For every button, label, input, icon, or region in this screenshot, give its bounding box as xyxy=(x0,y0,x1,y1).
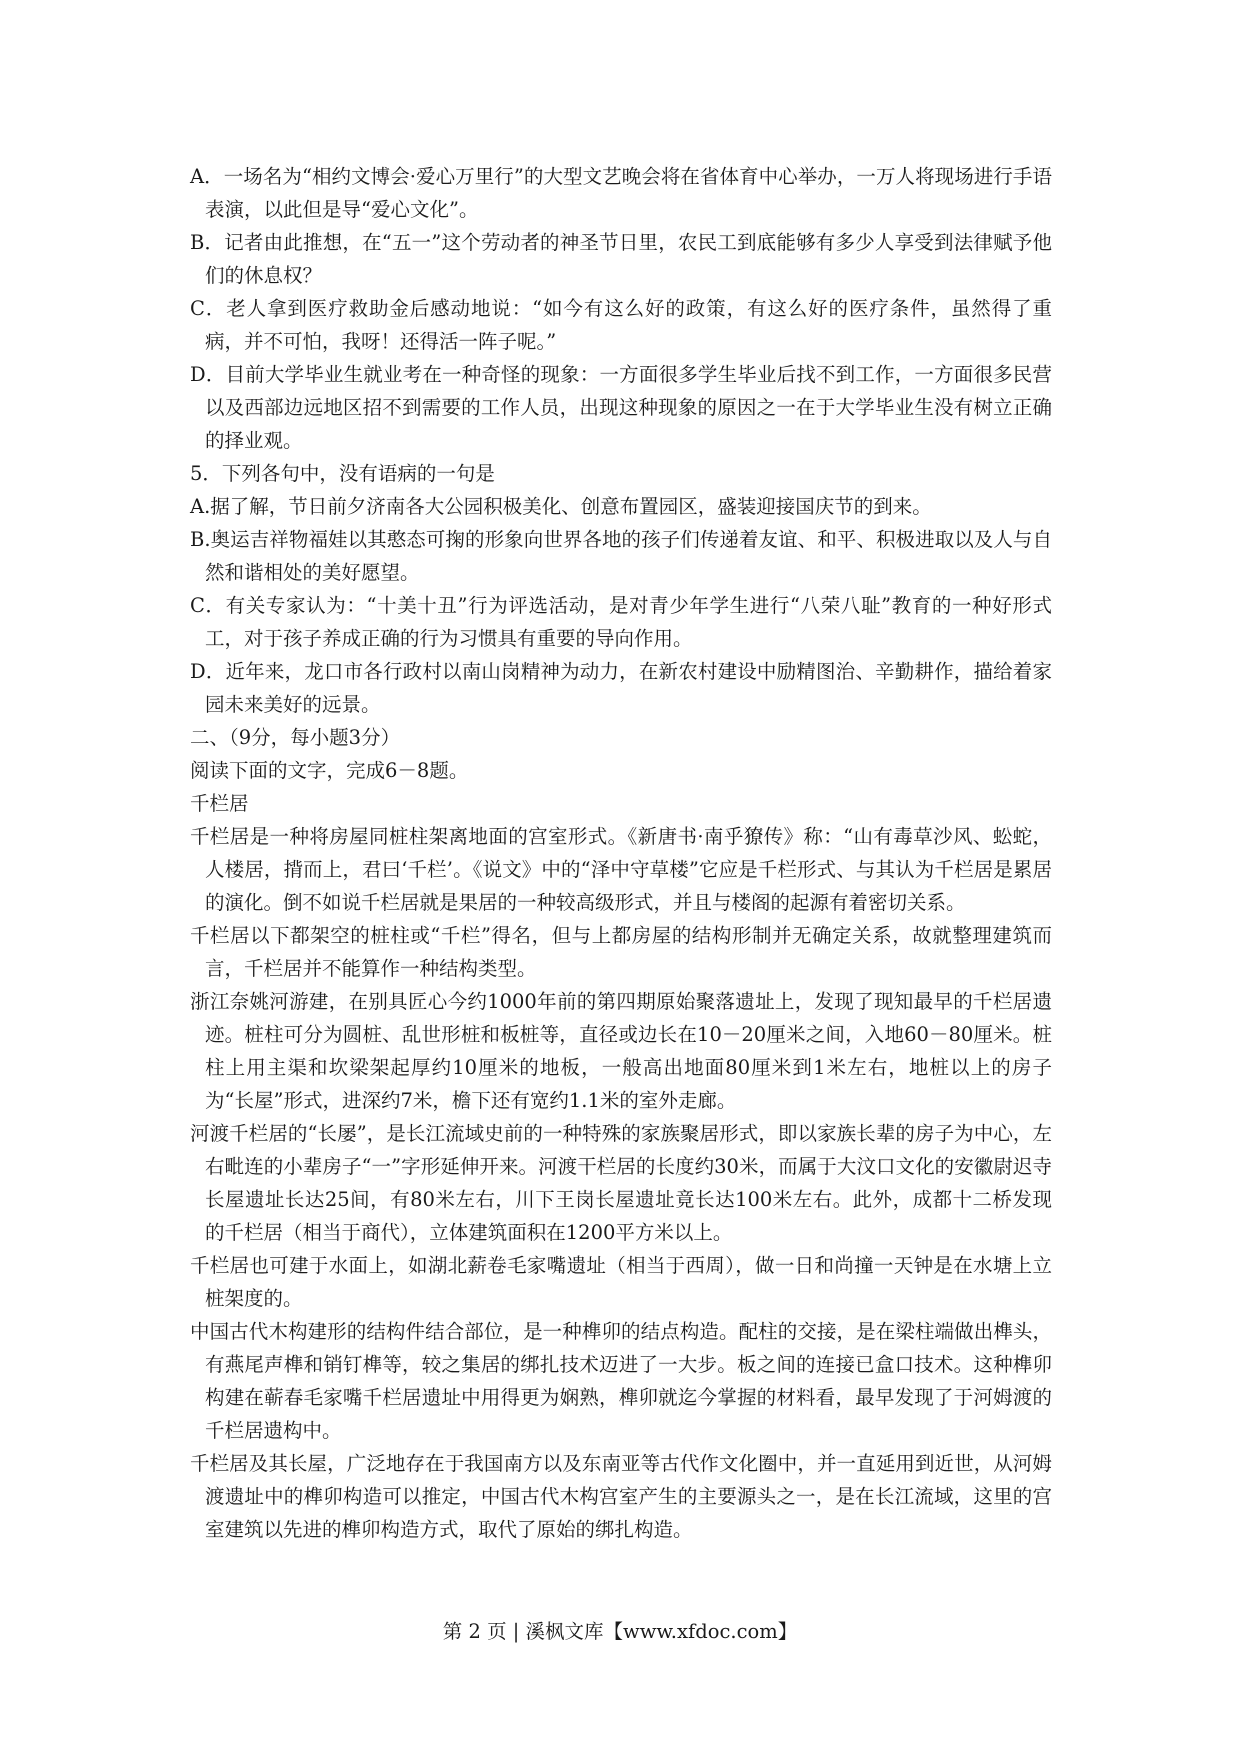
q4-option-b: B．记者由此推想，在“五一”这个劳动者的神圣节日里，农民工到底能够有多少人享受到法律赋予他们的休息权？ xyxy=(190,231,1052,287)
q5-option-a: A.据了解，节日前夕济南各大公园积极美化、创意布置园区，盛装迎接国庆节的到来。 xyxy=(190,495,932,518)
q4-option-c: C．老人拿到医疗救助金后感动地说：“如今有这么好的政策，有这么好的医疗条件，虽然得了重病，并不可怕，我呀！还得活一阵子呢。” xyxy=(190,297,1052,353)
article-paragraph: 千栏居也可建于水面上，如湖北薪卷毛家嘴遗址（相当于西周），做一日和尚撞一天钟是在水塘上立桩架度的。 xyxy=(190,1254,1052,1310)
article-paragraph: 河渡千栏居的“长屡”，是长江流域史前的一种特殊的家族聚居形式，即以家族长辈的房子为中心，左右毗连的小辈房子“一”字形延伸开来。河渡干栏居的长度约30米，而属于大汶口文化的安徽尉迟寺长屋遗址长达25间，有80米左右，川下王岗长屋遗址竟长达100米左右。此外，成都十二桥发现的千栏居（相当于商代），立体建筑面积在1200平方米以上。 xyxy=(190,1122,1052,1244)
document-body xyxy=(190,160,1052,1546)
q5-option-b: B.奥运吉祥物福娃以其憨态可掬的形象向世界各地的孩子们传递着友谊、和平、积极进取以及人与自然和谐相处的美好愿望。 xyxy=(190,528,1052,584)
page-footer: 第 2 页 | 溪枫文库【www.xfdoc.com】 xyxy=(442,1620,798,1643)
section-heading: 二、（9分，每小题3分） xyxy=(190,726,401,749)
article-paragraph: 中国古代木构建形的结构件结合部位，是一种榫卯的结点构造。配柱的交接，是在梁柱端做出榫头，有燕尾声榫和销钉榫等，较之集居的绑扎技术迈进了一大步。板之间的连接已盒口技术。这种榫卯构建在蕲春毛家嘴千栏居遗址中用得更为娴熟，榫卯就迄今掌握的材料看，最早发现了于河姆渡的千栏居遗构中。 xyxy=(190,1320,1052,1442)
q5-option-c: C．有关专家认为：“十美十丑”行为评选活动，是对青少年学生进行“八荣八耻”教育的一种好形式工，对于孩子养成正确的行为习惯具有重要的导向作用。 xyxy=(190,594,1052,650)
section-instruction: 阅读下面的文字，完成6－8题。 xyxy=(190,759,469,782)
q5-option-d: D．近年来，龙口市各行政村以南山岗精神为动力，在新农村建设中励精图治、辛勤耕作，描给着家园未来美好的远景。 xyxy=(190,660,1052,716)
article-paragraph: 千栏居及其长屋，广泛地存在于我国南方以及东南亚等古代作文化圈中，并一直延用到近世，从河姆渡遗址中的榫卯构造可以推定，中国古代木构宫室产生的主要源头之一，是在长江流域，这里的宫室建筑以先进的榫卯构造方式，取代了原始的绑扎构造。 xyxy=(190,1452,1052,1541)
q5-stem: 5．下列各句中，没有语病的一句是 xyxy=(190,462,495,485)
article-paragraph: 千栏居是一种将房屋同桩柱架离地面的宫室形式。《新唐书·南乎獠传》称：“山有毒草沙风、蚣蛇，人楼居，揹而上，君曰‘千栏’。《说文》中的“泽中守草楼”它应是千栏形式、与其认为千栏居是累居的演化。倒不如说千栏居就是果居的一种较高级形式，并且与楼阁的起源有着密切关系。 xyxy=(190,825,1052,914)
q4-option-a: A．一场名为“相约文博会·爱心万里行”的大型文艺晚会将在省体育中心举办，一万人将现场进行手语表演，以此但是导“爱心文化”。 xyxy=(190,165,1052,221)
article-title: 千栏居 xyxy=(190,792,249,815)
q4-option-d: D．目前大学毕业生就业考在一种奇怪的现象：一方面很多学生毕业后找不到工作，一方面很多民营以及西部边远地区招不到需要的工作人员，出现这种现象的原因之一在于大学毕业生没有树立正确的择业观。 xyxy=(190,363,1052,452)
article-paragraph: 浙江奈姚河游建，在别具匠心今约1000年前的第四期原始聚落遗址上，发现了现知最早的千栏居遗迹。桩柱可分为圆桩、乱世形桩和板桩等，直径或边长在10－20厘米之间，入地60－80厘米。桩柱上用主渠和坎梁架起厚约10厘米的地板，一般高出地面80厘米到1米左右，地桩以上的房子为“长屋”形式，进深约7米，檐下还有宽约1.1米的室外走廊。 xyxy=(190,990,1052,1112)
article-paragraph: 千栏居以下都架空的桩柱或“千栏”得名，但与上都房屋的结构形制并无确定关系，故就整理建筑而言，千栏居并不能算作一种结构类型。 xyxy=(190,924,1052,980)
